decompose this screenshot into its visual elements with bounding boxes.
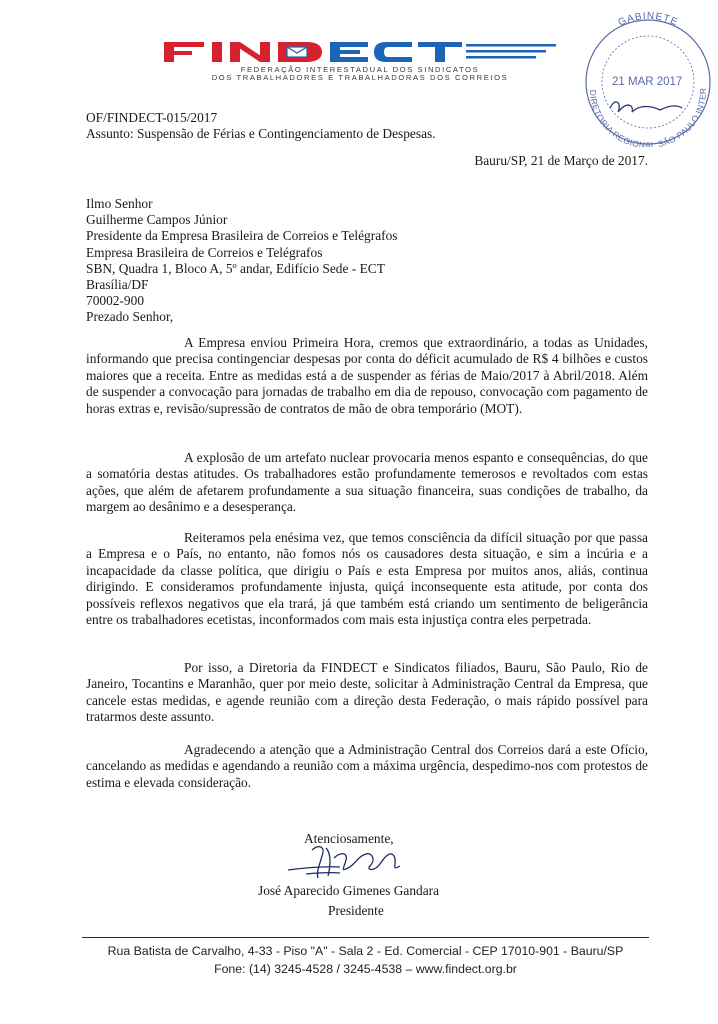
signer-name: José Aparecido Gimenes Gandara (258, 883, 440, 898)
svg-text:GABINETE (617, 12, 680, 29)
stamp-gabinete: GABINETE (616, 12, 680, 29)
footer-contact: Fone: (14) 3245-4528 / 3245-4538 – www.findect.org.br (214, 962, 517, 976)
recipient-block (86, 196, 398, 309)
logo-tagline-2: DOS TRABALHADORES E TRABALHADORAS DOS CORREIOS (211, 73, 509, 82)
recipient-line: Presidente da Empresa Brasileira de Correios e Telégrafos (86, 228, 398, 244)
body-paragraph: A explosão de um artefato nuclear provocaria menos espanto e consequências, do que a somatória destas atitudes. Os trabalhadores estão profundamente temerosos e revoltados com estas ações, que além de afetarem profundamente a sua situação financeira, suas condições de trabalho, da margem ao desânimo e a desesperança. (86, 450, 648, 515)
recipient-line: Ilmo Senhor (86, 196, 153, 211)
recipient-line: SBN, Quadra 1, Bloco A, 5º andar, Edifício Sede - ECT (86, 260, 385, 276)
reference-block (86, 110, 436, 142)
findect-logo (160, 40, 560, 85)
findect-wordmark (160, 40, 560, 64)
greeting: Prezado Senhor, (86, 309, 174, 324)
recipient-line: Empresa Brasileira de Correios e Telégrafos (86, 244, 323, 260)
signer-title: Presidente (328, 903, 384, 918)
body-paragraph: A Empresa enviou Primeira Hora, cremos que extraordinário, a todas as Unidades, informando que precisa contingenciar despesas por conta do déficit acumulado de R$ 4 bilhões e custos maiores que a receita. Entre as medidas está a de suspender as férias de Maio/2017 à Abril/2018. Além de suspender a convocação para jornadas de trabalho em dia de repouso, convocação com pagamento de horas extras e, revisão/supressão de contratos de mão de obra temporário (MOT). (86, 335, 648, 416)
footer-address: Rua Batista de Carvalho, 4-33 - Piso "A" - Sala 2 - Ed. Comercial - CEP 17010-901 - Bauru/SP (107, 944, 624, 958)
stamp-date: 21 MAR 2017 (612, 76, 683, 88)
logo-tagline-1: FEDERAÇÃO INTERESTADUAL DOS SINDICATOS (240, 65, 480, 74)
recipient-line: Brasília/DF (86, 276, 149, 292)
handwritten-signature (282, 838, 414, 884)
date-line: Bauru/SP, 21 de Março de 2017. (474, 153, 648, 168)
recipient-line: Guilherme Campos Júnior (86, 212, 228, 228)
subject-line: Assunto: Suspensão de Férias e Contingenciamento de Despesas. (86, 126, 436, 142)
stamp-ring-text: DIRETORIA REGIONAL SÃO PAULO INTER (587, 87, 709, 147)
closing: Atenciosamente, (304, 831, 394, 846)
body-paragraph: Agradecendo a atenção que a Administração Central dos Correios dará a este Ofício, cancelando as medidas e agendando a reunião com a máxima urgência, despedimo-nos com protestos de estima e elevada consideração. (86, 742, 648, 790)
office-reference: OF/FINDECT-015/2017 (86, 110, 218, 125)
stamp-initials (610, 102, 682, 112)
receipt-stamp (572, 12, 718, 147)
body-paragraph: Por isso, a Diretoria da FINDECT e Sindicatos filiados, Bauru, São Paulo, Rio de Janeiro, Tocantins e Maranhão, quer por meio deste, solicitar à Administração Central da Empresa, que cancele estas medidas, e agende reunião com a direção desta Federação, o mais rápido possível para tratarmos deste assunto. (86, 660, 648, 725)
recipient-line: 70002-900 (86, 293, 145, 309)
body-paragraph: Reiteramos pela enésima vez, que temos consciência da difícil situação por que passa a Empresa e o País, no entanto, não fomos nós os causadores desta situação, e sim a incúria e a incapacidade da classe política, que dirigiu o País e esta Empresa por muitos anos, aliás, continua dirigindo. E consideramos profundamente injusta, quiçá inconsequente esta atitude, por conta dos possíveis reflexos negativos que ela trará, já que também está criando um sentimento de beligerância entre os trabalhadores ecetistas, inconformados com mais esta injustiça contra eles perpetrada. (86, 530, 648, 628)
footer-divider (82, 937, 649, 938)
